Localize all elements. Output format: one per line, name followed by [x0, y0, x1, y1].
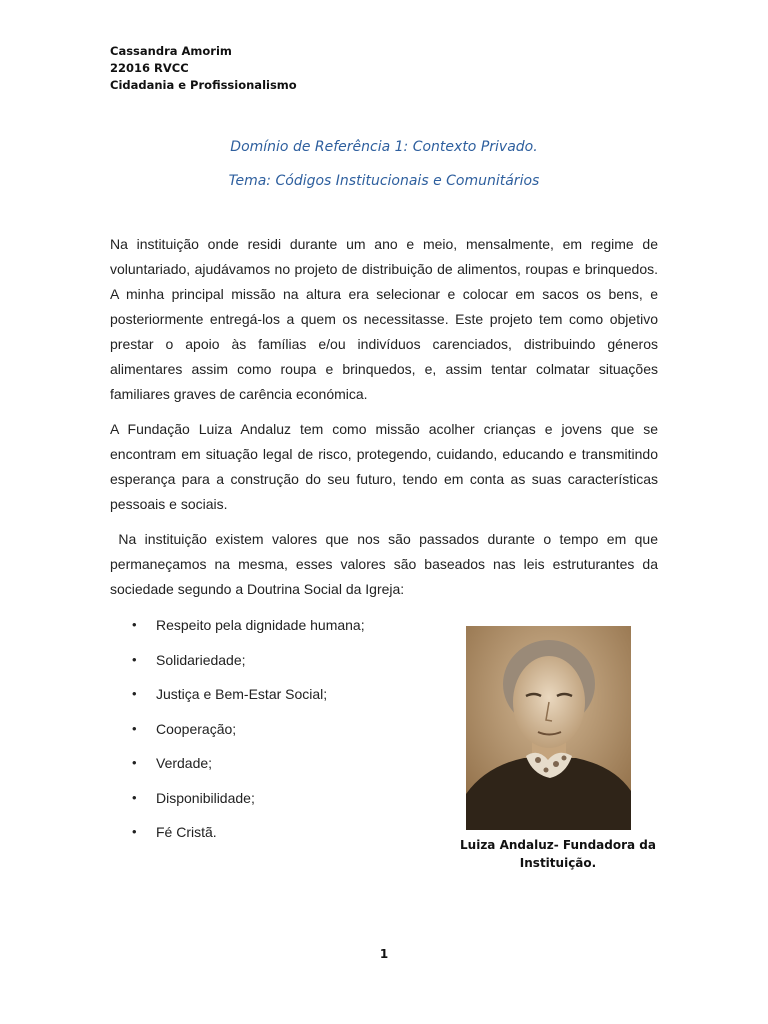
course-code: 22016 RVCC [110, 61, 189, 75]
list-item [110, 821, 365, 856]
portrait-illustration [466, 626, 631, 830]
bullet-icon: • [132, 789, 137, 805]
caption-line-2: Instituição. [519, 856, 597, 870]
list-item [110, 787, 365, 822]
document-header [110, 43, 297, 94]
list-item-text: Justiça e Bem-Estar Social; [156, 686, 328, 702]
caption-line-1: Luiza Andaluz- Fundadora da [460, 838, 656, 852]
list-item [110, 752, 365, 787]
author-name: Cassandra Amorim [110, 44, 232, 58]
list-item-text: Verdade; [156, 755, 213, 771]
list-item [110, 649, 365, 684]
bullet-icon: • [132, 686, 137, 701]
bullet-icon: • [132, 617, 137, 632]
page-number: 1 [379, 947, 389, 961]
bullet-icon: • [132, 755, 137, 770]
list-item [110, 718, 365, 753]
list-item-text: Respeito pela dignidade humana; [156, 617, 365, 633]
bullet-icon: • [132, 824, 137, 839]
paragraph-volunteering: Na instituição onde residi durante um ano e meio, mensalmente, em regime de voluntariado, ajudávamos no projeto de distribuição de alimentos, roupas e brinquedos. A minha principal missão na altura era selecionar e colocar em sacos os bens, e posteriormente entregá-los a quem os necessitasse. Este projeto tem como objetivo prestar o apoio às famílias e/ou indivíduos carenciados, distribuindo géneros alimentares assim como roupa e brinquedos, e, assim tentar colmatar situações familiares graves de carência económica. [110, 236, 658, 402]
course-name: Cidadania e Profissionalismo [110, 78, 297, 92]
list-item [110, 614, 365, 649]
bullet-icon: • [132, 720, 137, 736]
list-item-text: Disponibilidade; [156, 789, 255, 806]
portrait-caption [448, 836, 668, 872]
list-item-text: Fé Cristã. [156, 824, 217, 840]
paragraph-values-intro: Na instituição existem valores que nos são passados durante o tempo em que permaneçamos na mesma, esses valores são baseados nas leis estruturantes da sociedade segundo a Doutrina Social da Igreja: [110, 531, 662, 597]
list-item [110, 683, 365, 718]
paragraph-foundation-mission: A Fundação Luiza Andaluz tem como missão acolher crianças e jovens que se encontram em situação legal de risco, protegendo, cuidando, educando e transmitindo esperança para a construção do seu futuro, tendo em conta as suas características pessoais e sociais. [110, 421, 658, 512]
list-item-text: Solidariedade; [156, 651, 246, 668]
bullet-icon: • [132, 651, 137, 667]
values-list [110, 614, 365, 856]
domain-title: Domínio de Referência 1: Contexto Privado. [230, 139, 538, 155]
list-item-text: Cooperação; [156, 720, 237, 737]
theme-title: Tema: Códigos Institucionais e Comunitários [228, 173, 540, 189]
founder-portrait [466, 626, 631, 830]
